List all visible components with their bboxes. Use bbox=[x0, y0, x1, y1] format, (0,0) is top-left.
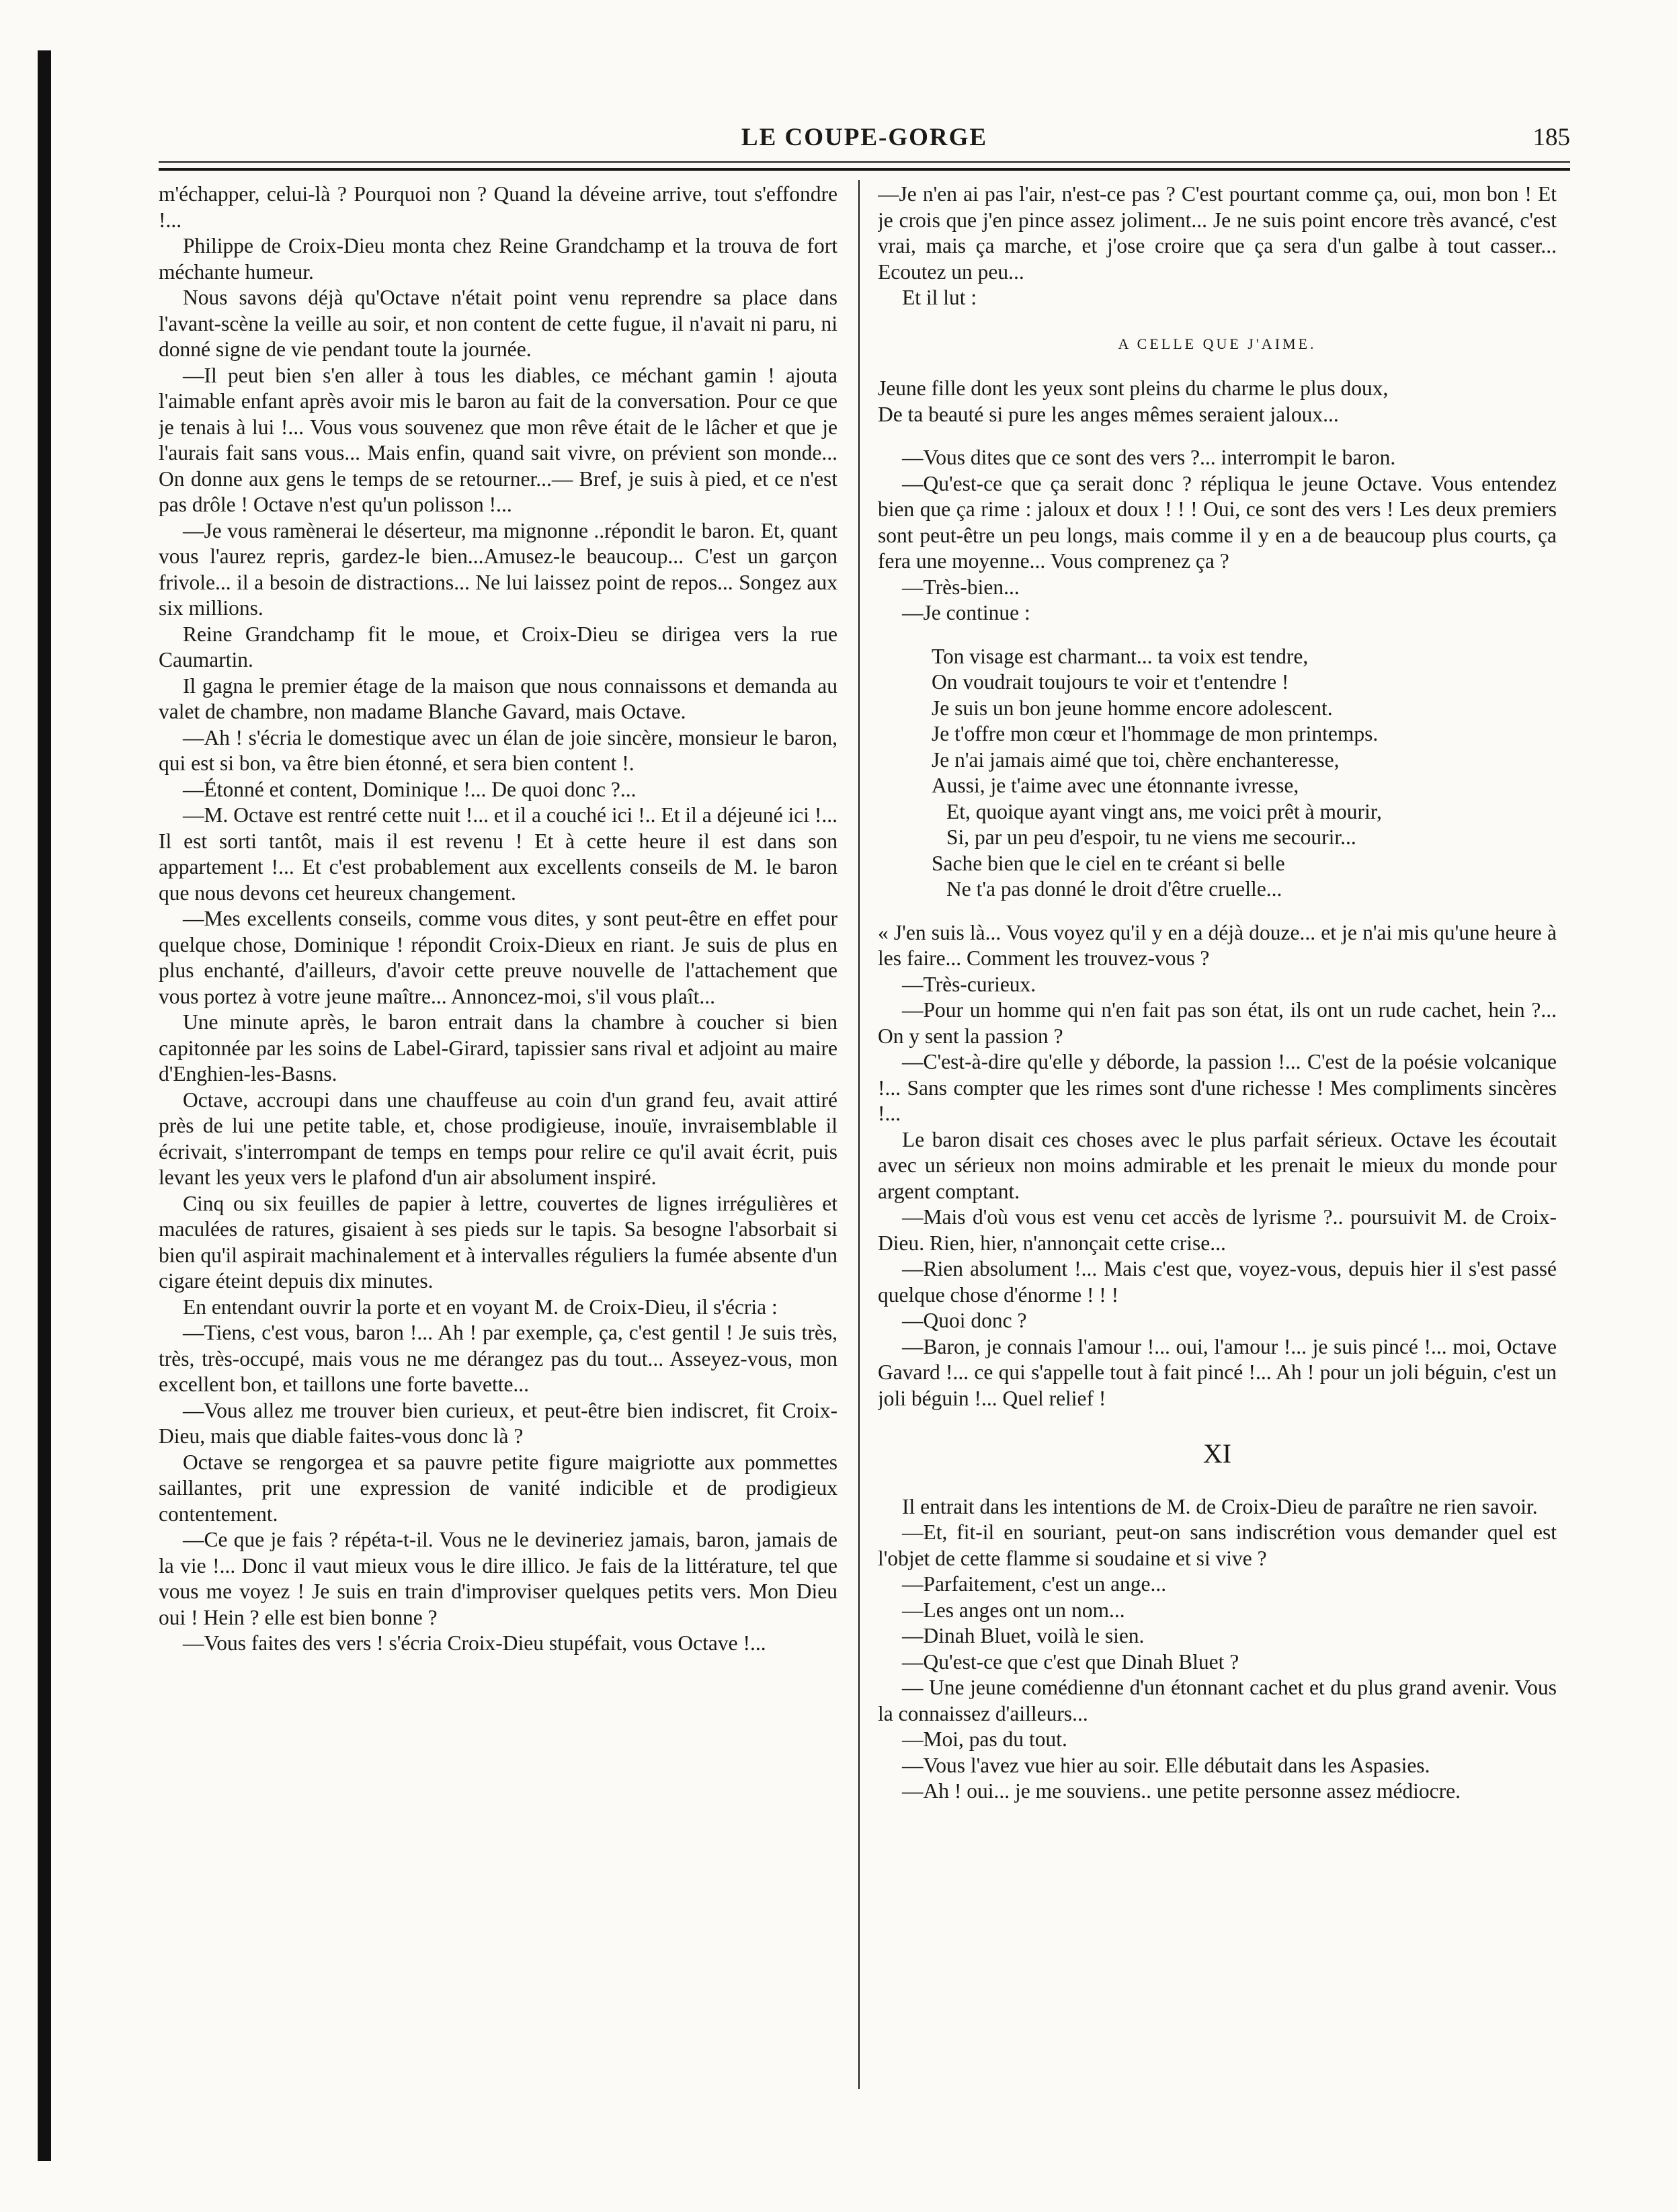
paragraph: —Il peut bien s'en aller à tous les diables, ce méchant gamin ! ajouta l'aimable enfant après avoir mis le baron au fait de la conversation. Pour ce que je tenais à lui !... Vous vous souvenez que mon rêve était de le lâcher et que je l'aurais fait sans vous... Mais enfin, quand sait vivre, on prévient son monde... On donne aux gens le temps de se retourner...— Bref, je suis à pied, et ce n'est pas drôle ! Octave n'est qu'un polisson !... bbox=[159, 363, 837, 516]
paragraph: —Étonné et content, Dominique !... De quoi donc ?... bbox=[183, 777, 637, 801]
paragraph: Le baron disait ces choses avec le plus parfait sérieux. Octave les écoutait avec un sérieux non moins admirable et les prenait le mieux du monde pour argent comptant. bbox=[878, 1127, 1557, 1203]
paragraph: Une minute après, le baron entrait dans la chambre à coucher si bien capitonnée par les soins de Label-Girard, tapissier sans rival et adjoint au maire d'Enghien-les-Basns. bbox=[159, 1010, 837, 1085]
paragraph: —Moi, pas du tout. bbox=[902, 1727, 1067, 1751]
right-intro bbox=[878, 181, 1557, 311]
paragraph: —M. Octave est rentré cette nuit !... et il a couché ici !.. Et il a déjeuné ici !... Il est sorti tantôt, mais il est revenu ! Et à cette heure il est dans son appartement !... Et c'est probablement aux excellents conseils de M. le baron que nous devons cet heureux changement. bbox=[159, 803, 837, 905]
right-after-poem bbox=[878, 920, 1557, 1412]
header-rule-thin bbox=[159, 161, 1570, 163]
paragraph: Reine Grandchamp fit le moue, et Croix-Dieu se dirigea vers la rue Caumartin. bbox=[159, 622, 837, 671]
verse-line: De ta beauté si pure les anges mêmes seraient jaloux... bbox=[878, 402, 1339, 426]
verse-line: Ne t'a pas donné le droit d'être cruelle... bbox=[946, 877, 1282, 901]
left-column bbox=[159, 181, 837, 2097]
paragraph: —Pour un homme qui n'en fait pas son état, ils ont un rude cachet, hein ?... On y sent la passion ? bbox=[878, 998, 1557, 1048]
paragraph: —Qu'est-ce que c'est que Dinah Bluet ? bbox=[902, 1649, 1239, 1674]
verse-line: Ton visage est charmant... ta voix est tendre, bbox=[932, 644, 1309, 668]
verse-line: On voudrait toujours te voir et t'entendre ! bbox=[932, 670, 1289, 694]
chapter-heading: XI bbox=[1202, 1438, 1232, 1469]
paragraph: —Ce que je fais ? répéta-t-il. Vous ne le devineriez jamais, baron, jamais de la vie !... Donc il vaut mieux vous le dire illico. Je fais de la littérature, tel que vous me voyez ! Je suis en train d'improviser quelques petits vers. Mon Dieu oui ! Hein ? elle est bien bonne ? bbox=[159, 1528, 837, 1629]
paragraph: —Ah ! oui... je me souviens.. une petite personne assez médiocre. bbox=[902, 1779, 1461, 1803]
paragraph: Il gagna le premier étage de la maison que nous connaissons et demanda au valet de chambre, non madame Blanche Gavard, mais Octave. bbox=[159, 673, 837, 723]
paragraph: Nous savons déjà qu'Octave n'était point venu reprendre sa place dans l'avant-scène la veille au soir, et non content de cette fugue, il n'avait ni paru, ni donné signe de vie pendant toute la journée. bbox=[159, 286, 837, 361]
chapter-text bbox=[878, 1494, 1557, 1805]
paragraph: Octave, accroupi dans une chauffeuse au coin d'un grand feu, avait attiré près de lui une petite table, et, chose prodigieuse, inouïe, invraisemblable il écrivait, s'interrompant de temps en temps pour relire ce qu'il avait écrit, puis levant les yeux vers le plafond d'un air absolument inspiré. bbox=[159, 1088, 837, 1189]
paragraph: —Les anges ont un nom... bbox=[902, 1598, 1125, 1622]
verse-line: Et, quoique ayant vingt ans, me voici prêt à mourir, bbox=[946, 799, 1382, 823]
verse-line: Je n'ai jamais aimé que toi, chère enchanteresse, bbox=[932, 747, 1340, 772]
paragraph: Philippe de Croix-Dieu monta chez Reine Grandchamp et la trouva de fort méchante humeur. bbox=[159, 234, 837, 284]
verse-line: Jeune fille dont les yeux sont pleins du charme le plus doux, bbox=[878, 376, 1389, 400]
paragraph: —Parfaitement, c'est un ange... bbox=[902, 1572, 1167, 1596]
paragraph: Octave se rengorgea et sa pauvre petite figure maigriotte aux pommettes saillantes, prit une expression de vanité indicible et de prodigieux contentement. bbox=[159, 1450, 837, 1526]
paragraph: —Quoi donc ? bbox=[902, 1309, 1027, 1332]
paragraph: —Je n'en ai pas l'air, n'est-ce pas ? C'est pourtant comme ça, oui, mon bon ! Et je crois que j'en pince assez joliment... Je ne suis point encore très avancé, c'est vrai, mais ça marche, et j'ose croire que ça sera d'un galbe à tout casser... Ecoutez un peu... bbox=[878, 182, 1557, 284]
paragraph: —Vous faites des vers ! s'écria Croix-Dieu stupéfait, vous Octave !... bbox=[183, 1631, 766, 1655]
paragraph: —Tiens, c'est vous, baron !... Ah ! par exemple, ça, c'est gentil ! Je suis très, très, très-occupé, mais vous ne me dérangez pas du tout... Asseyez-vous, mon excellent bon, et taillons une forte bavette... bbox=[159, 1321, 837, 1396]
paragraph: —Je continue : bbox=[902, 601, 1030, 624]
paragraph: —Dinah Bluet, voilà le sien. bbox=[902, 1624, 1145, 1647]
right-dialogue bbox=[878, 445, 1557, 626]
paragraph: Cinq ou six feuilles de papier à lettre, couvertes de lignes irrégulières et maculées de ratures, gisaient à ses pieds sur le tapis. Sa besogne l'absorbait si bien qu'il aspirait machinalement et à intervalles réguliers la fumée absente d'un cigare éteint depuis dix minutes. bbox=[159, 1191, 837, 1293]
paragraph: —Vous l'avez vue hier au soir. Elle débutait dans les Aspasies. bbox=[902, 1753, 1430, 1777]
paragraph: Et il lut : bbox=[902, 286, 977, 309]
paragraph: —Qu'est-ce que ça serait donc ? répliqua le jeune Octave. Vous entendez bien que ça rime : jaloux et doux ! ! ! Oui, ce sont des vers ! Les deux premiers sont peut-être un peu longs, mais comme il y en a de beaucoup plus courts, ça fera une moyenne... Vous comprenez ça ? bbox=[878, 471, 1557, 573]
binding-shadow bbox=[38, 50, 51, 2161]
running-header bbox=[159, 118, 1570, 158]
paragraph: —Mes excellents conseils, comme vous dites, y sont peut-être en effet pour quelque chose, Dominique ! répondit Croix-Dieux en riant. Je suis de plus en plus enchanté, d'ailleurs, d'avoir cette preuve nouvelle de l'attachement que vous portez à votre jeune maître... Annoncez-moi, s'il vous plaît... bbox=[159, 907, 837, 1008]
paragraph: —C'est-à-dire qu'elle y déborde, la passion !... C'est de la poésie volcanique !... Sans compter que les rimes sont d'une richesse ! Mes compliments sincères !... bbox=[878, 1050, 1557, 1125]
right-column bbox=[878, 181, 1557, 2097]
paragraph: — Une jeune comédienne d'un étonnant cachet et du plus grand avenir. Vous la connaissez d'ailleurs... bbox=[878, 1676, 1557, 1725]
paragraph: m'échapper, celui-là ? Pourquoi non ? Quand la déveine arrive, tout s'effondre !... bbox=[159, 182, 837, 232]
paragraph: —Très-bien... bbox=[902, 575, 1020, 599]
paragraph: —Très-curieux. bbox=[902, 972, 1036, 996]
verse-line: Je suis un bon jeune homme encore adolescent. bbox=[932, 696, 1333, 720]
header-rule-thick bbox=[159, 168, 1570, 171]
verse-line: Si, par un peu d'espoir, tu ne viens me secourir... bbox=[946, 825, 1356, 849]
poem-opening bbox=[878, 376, 1557, 427]
paragraph: En entendant ouvrir la porte et en voyant M. de Croix-Dieu, il s'écria : bbox=[183, 1295, 778, 1319]
page-number: 185 bbox=[1532, 124, 1570, 151]
running-title: LE COUPE-GORGE bbox=[741, 124, 988, 151]
paragraph: —Et, fit-il en souriant, peut-on sans indiscrétion vous demander quel est l'objet de cette flamme si soudaine et si vive ? bbox=[878, 1520, 1557, 1570]
paragraph: —Ah ! s'écria le domestique avec un élan de joie sincère, monsieur le baron, qui est si bon, va être bien étonné, et sera bien content !. bbox=[159, 725, 837, 775]
paragraph: —Vous dites que ce sont des vers ?... interrompit le baron. bbox=[902, 446, 1396, 469]
poem-title: A CELLE QUE J'AIME. bbox=[1118, 335, 1317, 352]
paragraph: Il entrait dans les intentions de M. de Croix-Dieu de paraître ne rien savoir. bbox=[902, 1494, 1538, 1518]
paragraph: « J'en suis là... Vous voyez qu'il y en a déjà douze... et je n'ai mis qu'une heure à les faire... Comment les trouvez-vous ? bbox=[878, 920, 1557, 970]
verse-line: Sache bien que le ciel en te créant si belle bbox=[932, 851, 1285, 875]
paragraph: —Je vous ramènerai le déserteur, ma mignonne ..répondit le baron. Et, quant vous l'aurez repris, gardez-le bien...Amusez-le beaucoup... C'est un garçon frivole... il a besoin de distractions... Ne lui laissez point de repos... Songez aux six millions. bbox=[159, 518, 837, 620]
verse-line: Je t'offre mon cœur et l'hommage de mon printemps. bbox=[932, 722, 1379, 745]
poem-stanza bbox=[878, 644, 1557, 903]
paragraph: —Rien absolument !... Mais c'est que, voyez-vous, depuis hier il s'est passé quelque chose d'énorme ! ! ! bbox=[878, 1257, 1557, 1307]
paragraph: —Baron, je connais l'amour !... oui, l'amour !... je suis pincé !... moi, Octave Gavard !... ce qui s'appelle tout à fait pincé !... Ah ! pour un joli béguin, c'est un joli béguin !... Quel relief ! bbox=[878, 1334, 1557, 1410]
paragraph: —Vous allez me trouver bien curieux, et peut-être bien indiscret, fit Croix-Dieu, mais que diable faites-vous donc là ? bbox=[159, 1398, 837, 1448]
verse-line: Aussi, je t'aime avec une étonnante ivresse, bbox=[932, 774, 1299, 797]
paragraph: —Mais d'où vous est venu cet accès de lyrisme ?.. poursuivit M. de Croix-Dieu. Rien, hier, n'annonçait cette crise... bbox=[878, 1205, 1557, 1255]
column-divider bbox=[858, 180, 860, 2089]
